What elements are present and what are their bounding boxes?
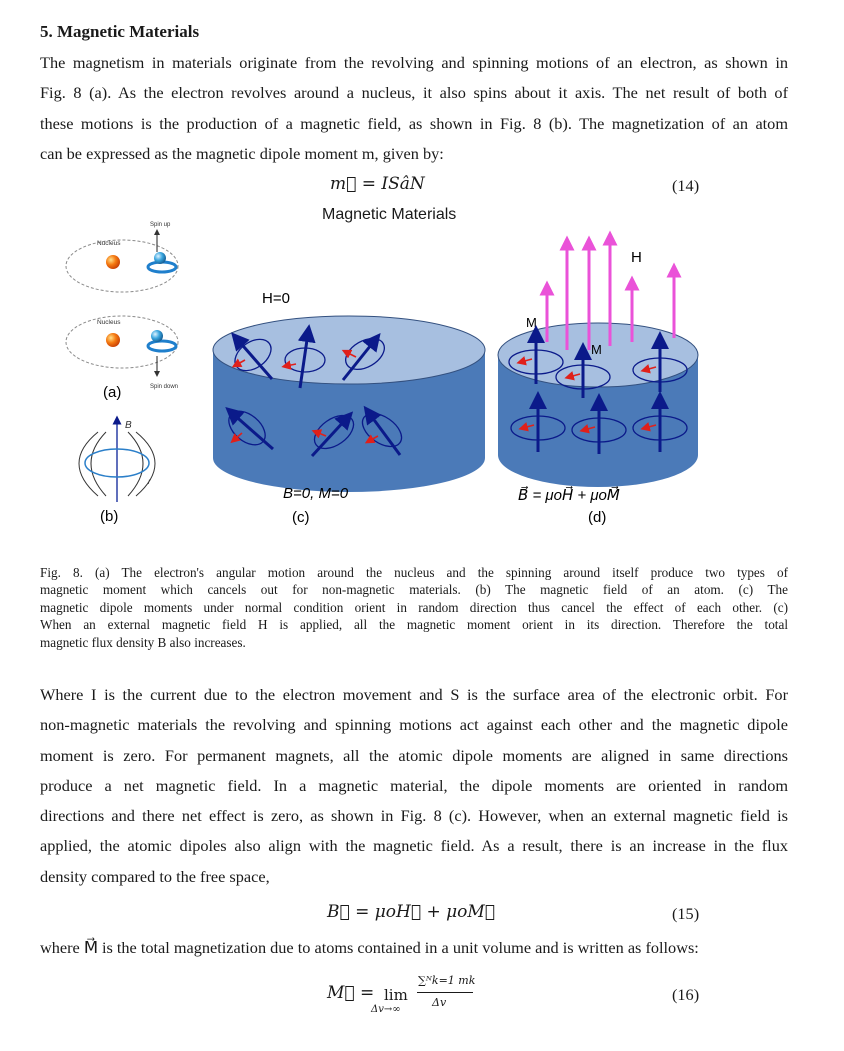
panel-a	[66, 222, 178, 401]
equation-14-number: (14)	[672, 176, 700, 195]
equation-16-numerator: ∑ᴺk=1 mk	[418, 974, 476, 987]
equation-16-lhs: M⃗ =	[327, 983, 375, 1003]
equation-14: m⃗ = ISâN	[330, 174, 425, 194]
panel-d-label: (d)	[588, 509, 607, 526]
spin-up-label: Spin up	[150, 222, 171, 228]
caption-line: magnetic flux density B also increases.	[40, 634, 246, 650]
figure-caption	[40, 564, 788, 651]
intro-line: can be expressed as the magnetic dipole moment m, given by:	[40, 143, 444, 163]
panel-a-label: (a)	[103, 384, 122, 401]
field-line	[128, 432, 143, 496]
intro-paragraph	[40, 48, 788, 169]
magnetization-definition: where M⃗ is the total magnetization due to atoms contained in a unit volume and is written as follows:	[40, 938, 699, 957]
panel-c-relation: B=0, M=0	[283, 485, 349, 502]
intro-line: these motions is the production of a magnetic field, as shown in Fig. 8 (b). The magnetization of an atom	[40, 113, 788, 133]
section-heading: 5. Magnetic Materials	[40, 22, 200, 41]
caption-line: magnetic moment which cancels out for non-magnetic materials. (b) The magnetic field of an atom. (c) The	[40, 582, 788, 598]
body-line: non-magnetic materials the revolving and spinning motions act against each other and the magnetic dipole	[40, 715, 788, 735]
electron-sphere	[154, 252, 166, 264]
panel-b-label: (b)	[100, 508, 119, 525]
caption-line: magnetic dipole moments under normal condition orient in random direction thus cancel the effect of each other. (c)	[40, 599, 788, 615]
field-line	[79, 432, 98, 496]
intro-line: The magnetism in materials originate from the revolving and spinning motions of an electron, as shown in	[40, 53, 788, 72]
caption-line: When an external magnetic field H is applied, all the magnetic moment orient in its direction. Therefore the total	[40, 617, 788, 633]
body-paragraph	[40, 680, 788, 892]
body-line: moment is zero. For permanent magnets, all the atomic dipole moments are aligned in same directions	[40, 745, 788, 765]
current-label: I	[148, 480, 150, 486]
figure-title: Magnetic Materials	[322, 206, 457, 223]
panel-c-label: (c)	[292, 509, 310, 526]
nucleus-label: Nucleus	[97, 319, 121, 326]
field-label: B	[125, 420, 132, 431]
panel-d	[498, 238, 698, 526]
electron-sphere	[151, 330, 163, 342]
nucleus-sphere	[106, 333, 120, 347]
field-line	[136, 432, 155, 496]
panel-d-relation: B⃗ = μoH⃗ + μoM⃗	[518, 487, 620, 504]
nucleus-label: Nucleus	[97, 240, 121, 247]
body-line: applied, the atomic dipoles also align with the magnetic field. As a result, there is an increase in the flux	[40, 836, 788, 856]
equation-16-lim: lim	[384, 986, 408, 1004]
equation-16-denominator: Δv	[432, 996, 447, 1009]
spin-ring	[148, 341, 176, 351]
fraction-bar	[417, 992, 473, 993]
caption-line: Fig. 8. (a) The electron's angular motion around the nucleus and the spinning around itself produce two types of	[40, 565, 788, 580]
spin-down-label: Spin down	[150, 384, 179, 390]
equation-15-number: (15)	[672, 904, 700, 923]
h-zero-label: H=0	[262, 290, 290, 307]
equation-16-lim-sub: Δv→∞	[371, 1004, 401, 1015]
body-line: produce a net magnetic field. In a magnetic material, the dipole moments are oriented in random	[40, 775, 788, 795]
figure-8-illustration	[0, 210, 844, 540]
nucleus-sphere	[106, 255, 120, 269]
moment-label: M	[591, 342, 602, 357]
panel-c	[213, 290, 485, 526]
orbit-ellipse	[66, 240, 178, 292]
moment-label: M	[526, 315, 537, 330]
body-line: directions and there net effect is zero, as shown in Fig. 8 (c). However, when an external magnetic field is	[40, 806, 788, 826]
body-line: density compared to the free space,	[40, 866, 270, 886]
intro-line: Fig. 8 (a). As the electron revolves around a nucleus, it also spins about it axis. The net result of both of	[40, 83, 788, 103]
field-line	[91, 432, 106, 496]
body-line: Where I is the current due to the electron movement and S is the surface area of the electronic orbit. For	[40, 685, 788, 704]
h-field-label: H	[631, 249, 642, 266]
equation-16-number: (16)	[672, 985, 700, 1004]
equation-15: B⃗ = μoH⃗ + μoM⃗	[327, 902, 495, 922]
panel-b	[79, 420, 155, 525]
